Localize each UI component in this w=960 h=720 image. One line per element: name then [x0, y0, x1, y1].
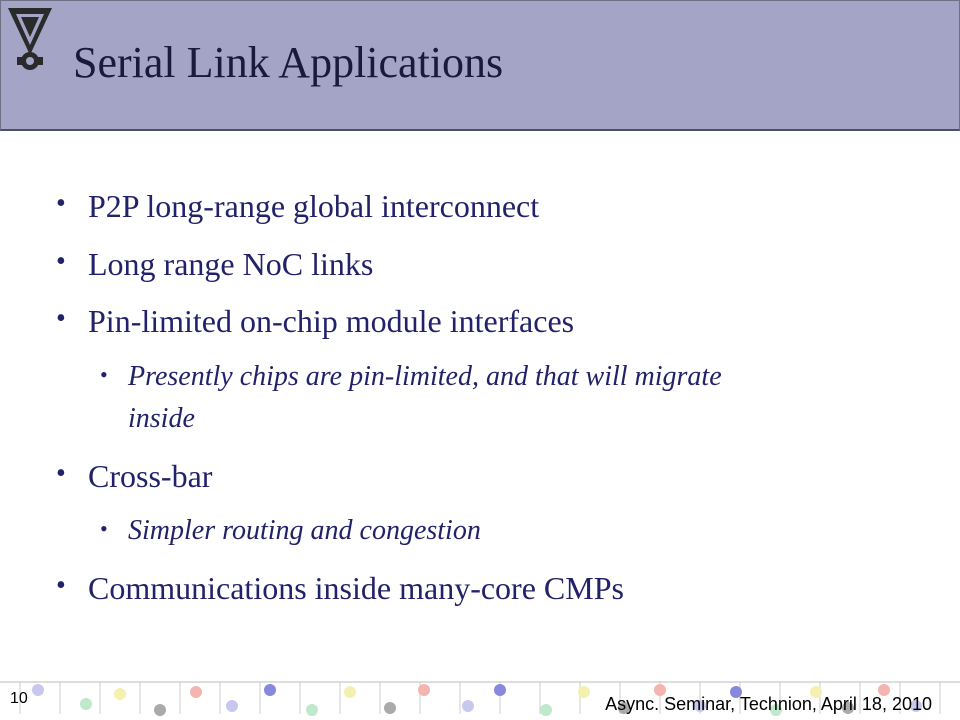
bullet-marker: • — [56, 458, 66, 489]
sub-bullet-marker: • — [100, 362, 108, 387]
bullet-item: Long range NoC links — [88, 246, 374, 282]
bullet-item: Communications inside many-core CMPs — [88, 570, 624, 606]
sub-bullet-marker: • — [100, 516, 108, 541]
sub-bullet-item: Simpler routing and congestion — [128, 515, 481, 546]
footer-text: Async. Seminar, Technion, April 18, 2010 — [605, 694, 932, 714]
bullet-item: P2P long-range global interconnect — [88, 188, 540, 224]
slide-title: Serial Link Applications — [73, 38, 504, 87]
bullet-marker: • — [56, 570, 66, 601]
bullet-marker: • — [56, 303, 66, 334]
bullet-marker: • — [56, 188, 66, 219]
sub-bullet-item: Presently chips are pin-limited, and that will migrate — [128, 361, 722, 392]
bullet-item: Cross-bar — [88, 458, 213, 494]
bullet-marker: • — [56, 246, 66, 277]
bullet-item: Pin-limited on-chip module interfaces — [88, 303, 575, 339]
sub-bullet-continuation: inside — [128, 403, 195, 434]
page-number: 10 — [10, 690, 28, 707]
